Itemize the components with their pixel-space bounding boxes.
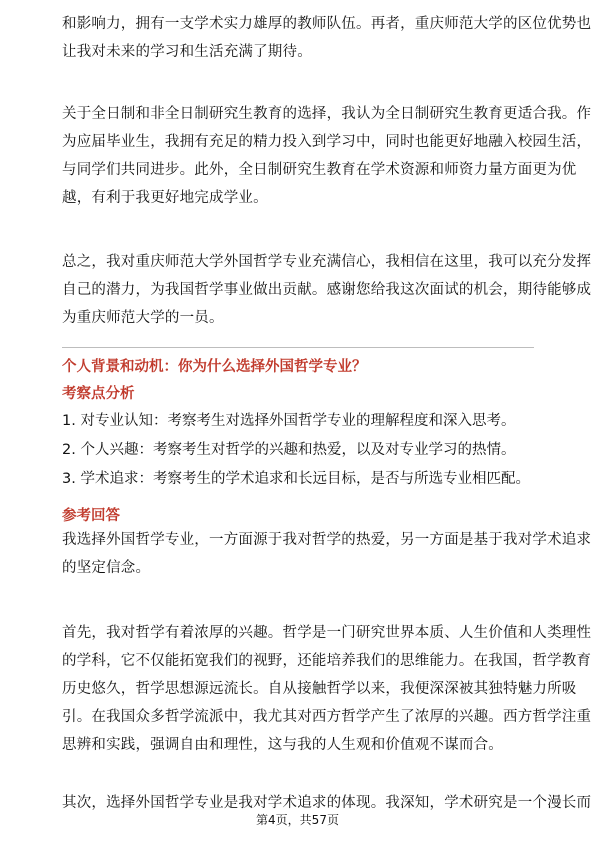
answer-paragraph-1 — [62, 526, 592, 582]
analysis-item: 2. 个人兴趣：考察考生对哲学的兴趣和热爱，以及对专业学习的热情。 — [62, 442, 516, 458]
paragraph-intro-continuation — [62, 10, 592, 66]
text-line: 为重庆师范大学的一员。 — [62, 310, 224, 326]
text-line: 和影响力，拥有一支学术实力雄厚的教师队伍。再者，重庆师范大学的区位优势也 — [62, 16, 592, 32]
question-title: 个人背景和动机：你为什么选择外国哲学专业？ — [62, 359, 367, 375]
text-line: 引。在我国众多哲学流派中，我尤其对西方哲学产生了浓厚的兴趣。西方哲学注重 — [62, 709, 592, 725]
analysis-item: 1. 对专业认知：考察考生对选择外国哲学专业的理解程度和深入思考。 — [62, 413, 516, 429]
answer-paragraph-2 — [62, 619, 592, 759]
text-line: 与同学们共同进步。此外，全日制研究生教育在学术资源和师资力量方面更为优 — [62, 162, 577, 178]
page-number: 第4页，共57页 — [256, 813, 339, 827]
text-line: 让我对未来的学习和生活充满了期待。 — [62, 44, 312, 60]
text-line: 思辨和实践，强调自由和理性，这与我的人生观和价值观不谋而合。 — [62, 737, 503, 753]
text-line: 越，有利于我更好地完成学业。 — [62, 190, 268, 206]
paragraph-conclusion — [62, 248, 592, 332]
text-line: 的坚定信念。 — [62, 560, 151, 576]
analysis-heading: 考察点分析 — [62, 386, 135, 402]
section-divider — [62, 347, 534, 348]
text-line: 我选择外国哲学专业，一方面源于我对哲学的热爱，另一方面是基于我对学术追求 — [62, 532, 592, 548]
text-line: 为应届毕业生，我拥有充足的精力投入到学习中，同时也能更好地融入校园生活， — [62, 134, 592, 150]
text-line: 的学科，它不仅能拓宽我们的视野，还能培养我们的思维能力。在我国，哲学教育 — [62, 653, 592, 669]
text-line: 历史悠久，哲学思想源远流长。自从接触哲学以来，我便深深被其独特魅力所吸 — [62, 681, 577, 697]
paragraph-fulltime-choice — [62, 100, 592, 212]
text-line: 关于全日制和非全日制研究生教育的选择，我认为全日制研究生教育更适合我。作 — [62, 106, 592, 122]
analysis-item: 3. 学术追求：考察考生的学术追求和长远目标，是否与所选专业相匹配。 — [62, 471, 530, 487]
text-line: 自己的潜力，为我国哲学事业做出贡献。感谢您给我这次面试的机会，期待能够成 — [62, 282, 592, 298]
text-line: 总之，我对重庆师范大学外国哲学专业充满信心，我相信在这里，我可以充分发挥 — [62, 254, 592, 270]
answer-heading: 参考回答 — [62, 508, 120, 524]
text-line: 其次，选择外国哲学专业是我对学术追求的体现。我深知，学术研究是一个漫长而 — [62, 795, 592, 811]
text-line: 首先，我对哲学有着浓厚的兴趣。哲学是一门研究世界本质、人生价值和人类理性 — [62, 625, 592, 641]
